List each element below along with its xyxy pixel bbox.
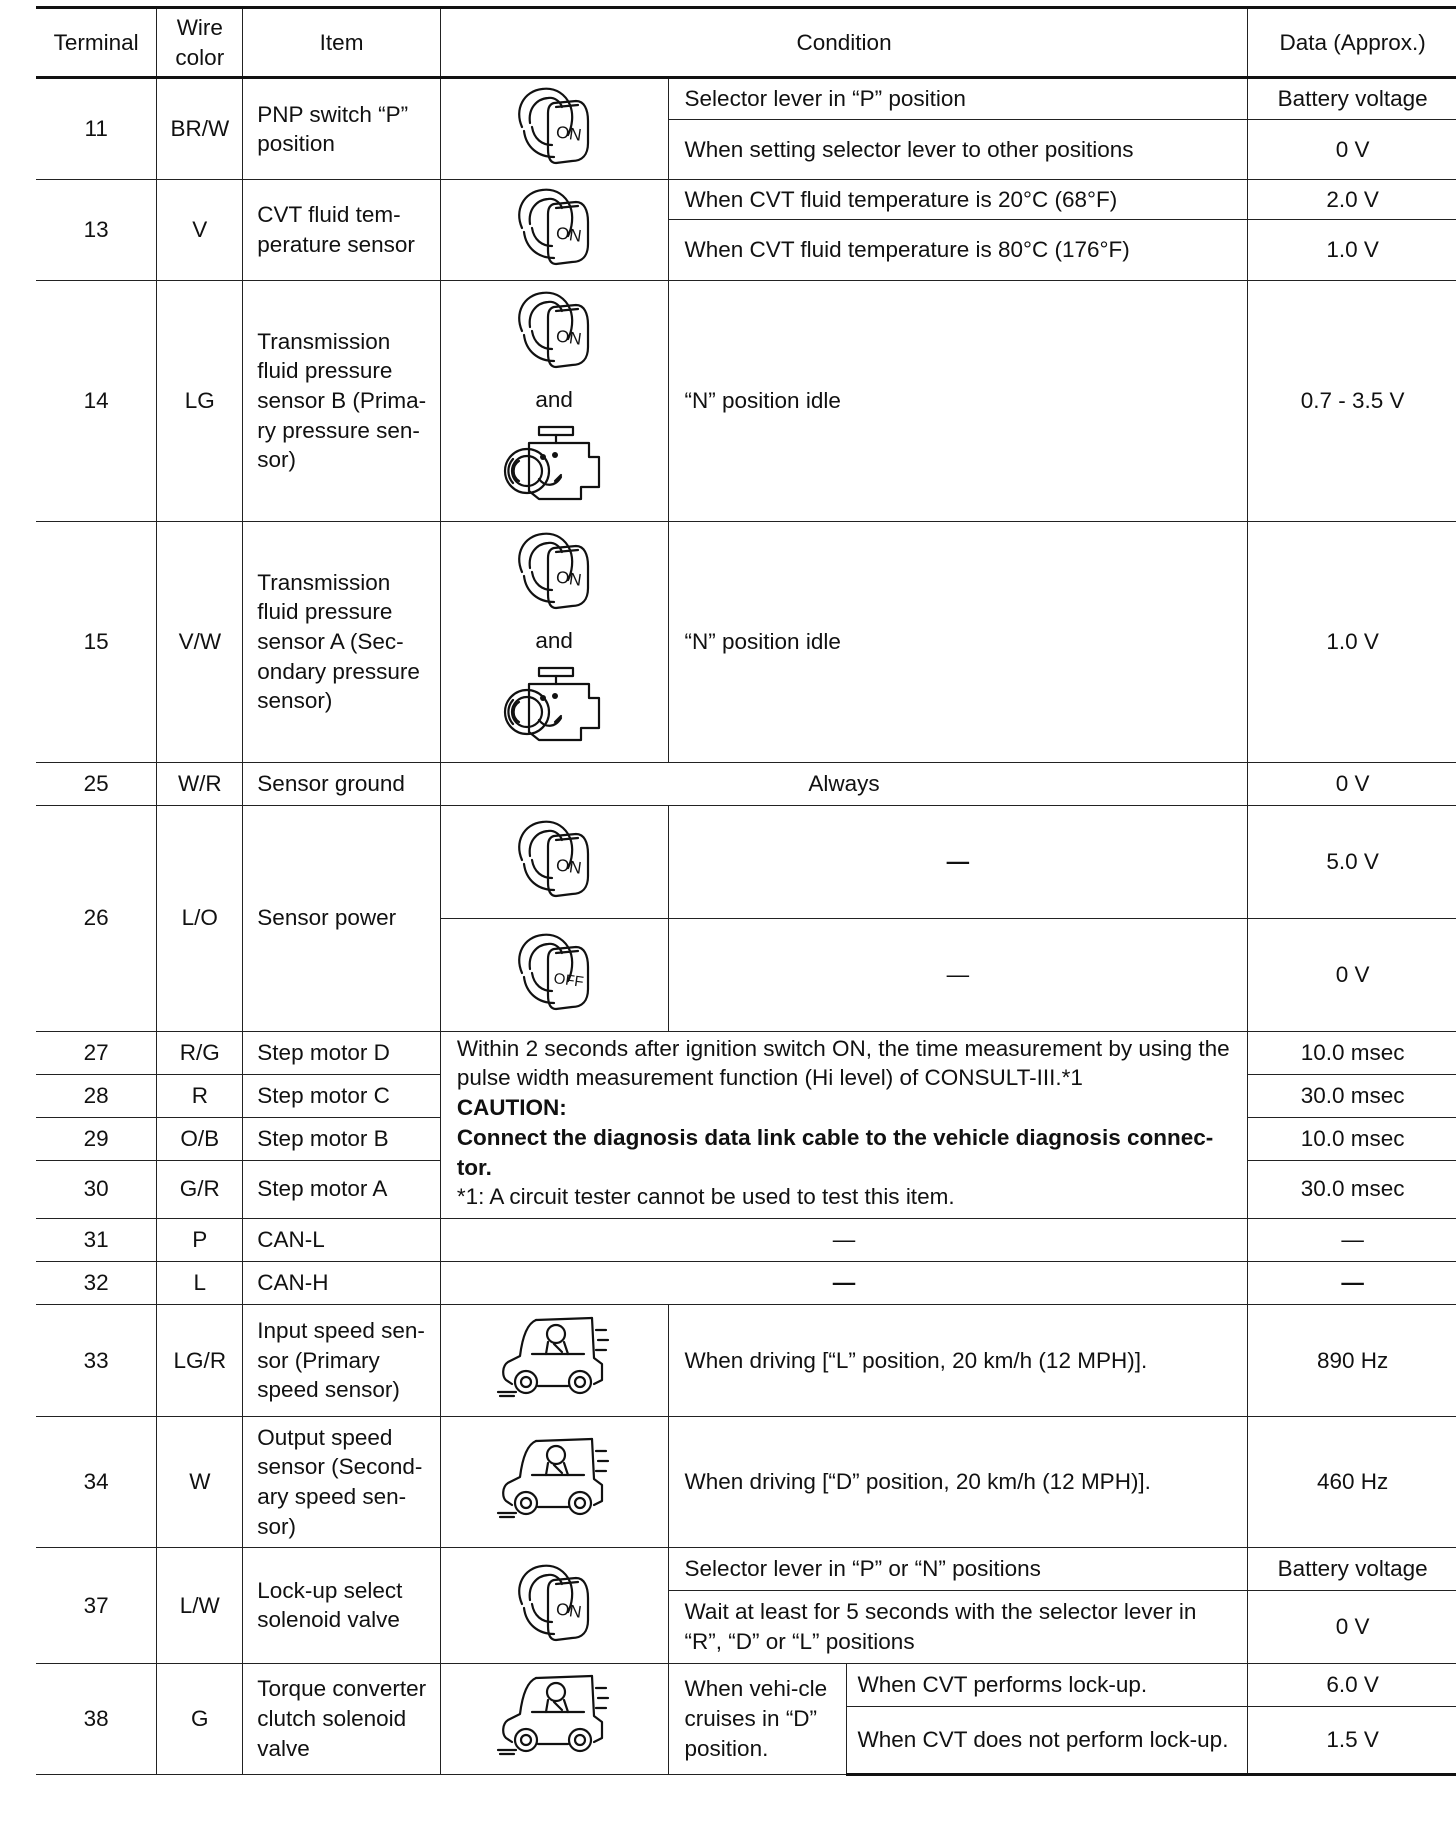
data-cell: 2.0 V	[1248, 180, 1456, 220]
item-cell: Sensor ground	[243, 762, 441, 805]
wire-color-cell: W	[157, 1416, 243, 1547]
terminal-cell: 37	[36, 1547, 157, 1663]
engine-running-icon	[499, 662, 609, 756]
wire-color-cell: L	[157, 1261, 243, 1304]
table-row	[36, 78, 1456, 119]
terminal-cell: 30	[36, 1160, 157, 1218]
condition-icon-cell	[440, 280, 668, 521]
item-cell: Step motor A	[243, 1160, 441, 1218]
step-motor-note	[440, 1031, 1247, 1218]
data-header: Data (Approx.)	[1248, 8, 1456, 78]
item-cell: Output speed sensor (Second-ary speed sen-sor)	[243, 1416, 441, 1547]
condition-cell: Wait at least for 5 seconds with the selector lever in “R”, “D” or “L” positions	[668, 1590, 1248, 1663]
terminal-cell: 13	[36, 180, 157, 281]
item-cell: CAN-H	[243, 1261, 441, 1304]
wire-color-cell: W/R	[157, 762, 243, 805]
caution-text: Connect the diagnosis data link cable to the vehicle diagnosis connec-tor.	[456, 1124, 1214, 1180]
table-row	[36, 1416, 1456, 1547]
wire-color-cell: G	[157, 1663, 243, 1774]
table-row	[36, 1218, 1456, 1261]
svg-text:ON: ON	[554, 567, 583, 590]
table-row	[36, 805, 1456, 918]
table-row	[36, 1261, 1456, 1304]
wire-color-cell: L/W	[157, 1547, 243, 1663]
condition-cell: “N” position idle	[668, 280, 1248, 521]
condition-cell: Always	[440, 762, 1247, 805]
terminal-cell: 32	[36, 1261, 157, 1304]
svg-text:ON: ON	[554, 223, 583, 246]
condition-icon-cell	[440, 805, 668, 918]
vehicle-driving-icon	[496, 1672, 612, 1766]
condition-cell: When CVT fluid temperature is 80°C (176°F)	[668, 220, 1248, 280]
data-cell: 0 V	[1248, 1590, 1456, 1663]
wire-color-cell: R	[157, 1074, 243, 1117]
svg-text:ON: ON	[554, 326, 583, 349]
terminal-cell: 33	[36, 1304, 157, 1416]
condition-cell: —	[668, 918, 1248, 1031]
terminal-cell: 26	[36, 805, 157, 1031]
item-cell: Step motor D	[243, 1031, 441, 1074]
condition-icon-cell	[440, 1304, 668, 1416]
data-cell: 0.7 - 3.5 V	[1248, 280, 1456, 521]
ignition-key-on-icon	[508, 528, 600, 620]
data-cell: 1.0 V	[1248, 521, 1456, 762]
wire-color-cell: R/G	[157, 1031, 243, 1074]
data-cell: 0 V	[1248, 918, 1456, 1031]
ignition-key-on-icon	[508, 1560, 600, 1652]
svg-text:ON: ON	[554, 1598, 583, 1622]
terminal-cell: 38	[36, 1663, 157, 1774]
condition-cell: —	[668, 805, 1248, 918]
data-cell: 0 V	[1248, 119, 1456, 179]
condition-cell: —	[440, 1261, 1247, 1304]
wire-color-cell: G/R	[157, 1160, 243, 1218]
condition-cell: Selector lever in “P” or “N” positions	[668, 1547, 1248, 1590]
data-cell: 30.0 msec	[1248, 1074, 1456, 1117]
condition-icon-cell	[440, 1416, 668, 1547]
condition-cell: When CVT fluid temperature is 20°C (68°F)	[668, 180, 1248, 220]
ignition-key-off-icon	[508, 929, 600, 1021]
and-label: and	[535, 386, 573, 412]
ignition-key-on-icon	[508, 184, 600, 276]
wire-color-cell: P	[157, 1218, 243, 1261]
item-header: Item	[243, 8, 441, 78]
and-label: and	[535, 627, 573, 653]
terminal-data-table	[36, 6, 1456, 1776]
wire-color-cell: V	[157, 180, 243, 281]
table-row	[36, 180, 1456, 220]
data-cell: —	[1248, 1218, 1456, 1261]
svg-text:ON: ON	[554, 855, 583, 878]
wire-color-cell: V/W	[157, 521, 243, 762]
item-cell: Step motor B	[243, 1117, 441, 1160]
item-cell: Transmission fluid pressure sensor B (Prima-ry pressure sen-sor)	[243, 280, 441, 521]
item-cell: Step motor C	[243, 1074, 441, 1117]
data-cell: 10.0 msec	[1248, 1031, 1456, 1074]
data-cell: 460 Hz	[1248, 1416, 1456, 1547]
table-row	[36, 1547, 1456, 1590]
wire-color-cell: BR/W	[157, 78, 243, 180]
terminal-cell: 28	[36, 1074, 157, 1117]
condition-cell: When driving [“D” position, 20 km/h (12 MPH)].	[668, 1416, 1248, 1547]
item-cell: Lock-up select solenoid valve	[243, 1547, 441, 1663]
terminal-cell: 15	[36, 521, 157, 762]
terminal-cell: 14	[36, 280, 157, 521]
svg-text:ON: ON	[554, 122, 583, 146]
condition-cell: When vehi-cle cruises in “D” position.	[668, 1663, 847, 1774]
condition-cell: When driving [“L” position, 20 km/h (12 MPH)].	[668, 1304, 1248, 1416]
table-row	[36, 1304, 1456, 1416]
wire-color-cell: O/B	[157, 1117, 243, 1160]
item-cell: PNP switch “P” position	[243, 78, 441, 180]
wire-color-cell: L/O	[157, 805, 243, 1031]
ignition-key-on-icon	[508, 287, 600, 379]
condition-icon-cell	[440, 1547, 668, 1663]
table-row	[36, 762, 1456, 805]
data-cell: 30.0 msec	[1248, 1160, 1456, 1218]
condition-cell: When CVT does not perform lock-up.	[847, 1706, 1248, 1774]
data-cell: 10.0 msec	[1248, 1117, 1456, 1160]
data-cell: —	[1248, 1261, 1456, 1304]
table-row	[36, 521, 1456, 762]
condition-cell: —	[440, 1218, 1247, 1261]
condition-icon-cell	[440, 78, 668, 180]
engine-running-icon	[499, 421, 609, 515]
terminal-cell: 34	[36, 1416, 157, 1547]
wire-color-cell: LG/R	[157, 1304, 243, 1416]
terminal-cell: 31	[36, 1218, 157, 1261]
wire-color-cell: LG	[157, 280, 243, 521]
item-cell: Transmission fluid pressure sensor A (Sec-ondary pressure sensor)	[243, 521, 441, 762]
item-cell: Torque converter clutch solenoid valve	[243, 1663, 441, 1774]
ignition-key-on-icon	[508, 83, 600, 175]
data-cell: Battery voltage	[1248, 1547, 1456, 1590]
data-cell: 890 Hz	[1248, 1304, 1456, 1416]
terminal-cell: 27	[36, 1031, 157, 1074]
table-row	[36, 280, 1456, 521]
condition-icon-cell	[440, 1663, 668, 1774]
item-cell: Sensor power	[243, 805, 441, 1031]
data-cell: 1.5 V	[1248, 1706, 1456, 1774]
caution-label: CAUTION:	[456, 1095, 567, 1121]
wire-color-header: Wire color	[157, 8, 243, 78]
condition-header: Condition	[440, 8, 1247, 78]
vehicle-driving-icon	[496, 1435, 612, 1529]
table-row	[36, 1031, 1456, 1074]
condition-cell: When setting selector lever to other positions	[668, 119, 1248, 179]
item-cell: CAN-L	[243, 1218, 441, 1261]
condition-icon-cell	[440, 918, 668, 1031]
item-cell: Input speed sen-sor (Primary speed sensor)	[243, 1304, 441, 1416]
terminal-cell: 11	[36, 78, 157, 180]
condition-cell: When CVT performs lock-up.	[847, 1663, 1248, 1706]
vehicle-driving-icon	[496, 1314, 612, 1408]
data-cell: 1.0 V	[1248, 220, 1456, 280]
data-cell: 6.0 V	[1248, 1663, 1456, 1706]
footnote: *1: A circuit tester cannot be used to test this item.	[456, 1184, 955, 1210]
condition-icon-cell	[440, 180, 668, 281]
condition-icon-cell	[440, 521, 668, 762]
condition-cell: “N” position idle	[668, 521, 1248, 762]
terminal-cell: 25	[36, 762, 157, 805]
ignition-key-on-icon	[508, 816, 600, 908]
data-cell: 5.0 V	[1248, 805, 1456, 918]
table-header-row	[36, 8, 1456, 78]
table-row	[36, 1663, 1456, 1706]
terminal-header: Terminal	[36, 8, 157, 78]
condition-cell: Selector lever in “P” position	[668, 78, 1248, 119]
data-cell: Battery voltage	[1248, 78, 1456, 119]
step-motor-note-text: Within 2 seconds after ignition switch ON, the time measurement by using the pulse width measurement function (Hi level) of CONSULT-III.*1	[456, 1035, 1230, 1091]
data-cell: 0 V	[1248, 762, 1456, 805]
item-cell: CVT fluid tem-perature sensor	[243, 180, 441, 281]
svg-text:OFF: OFF	[552, 969, 585, 991]
terminal-cell: 29	[36, 1117, 157, 1160]
